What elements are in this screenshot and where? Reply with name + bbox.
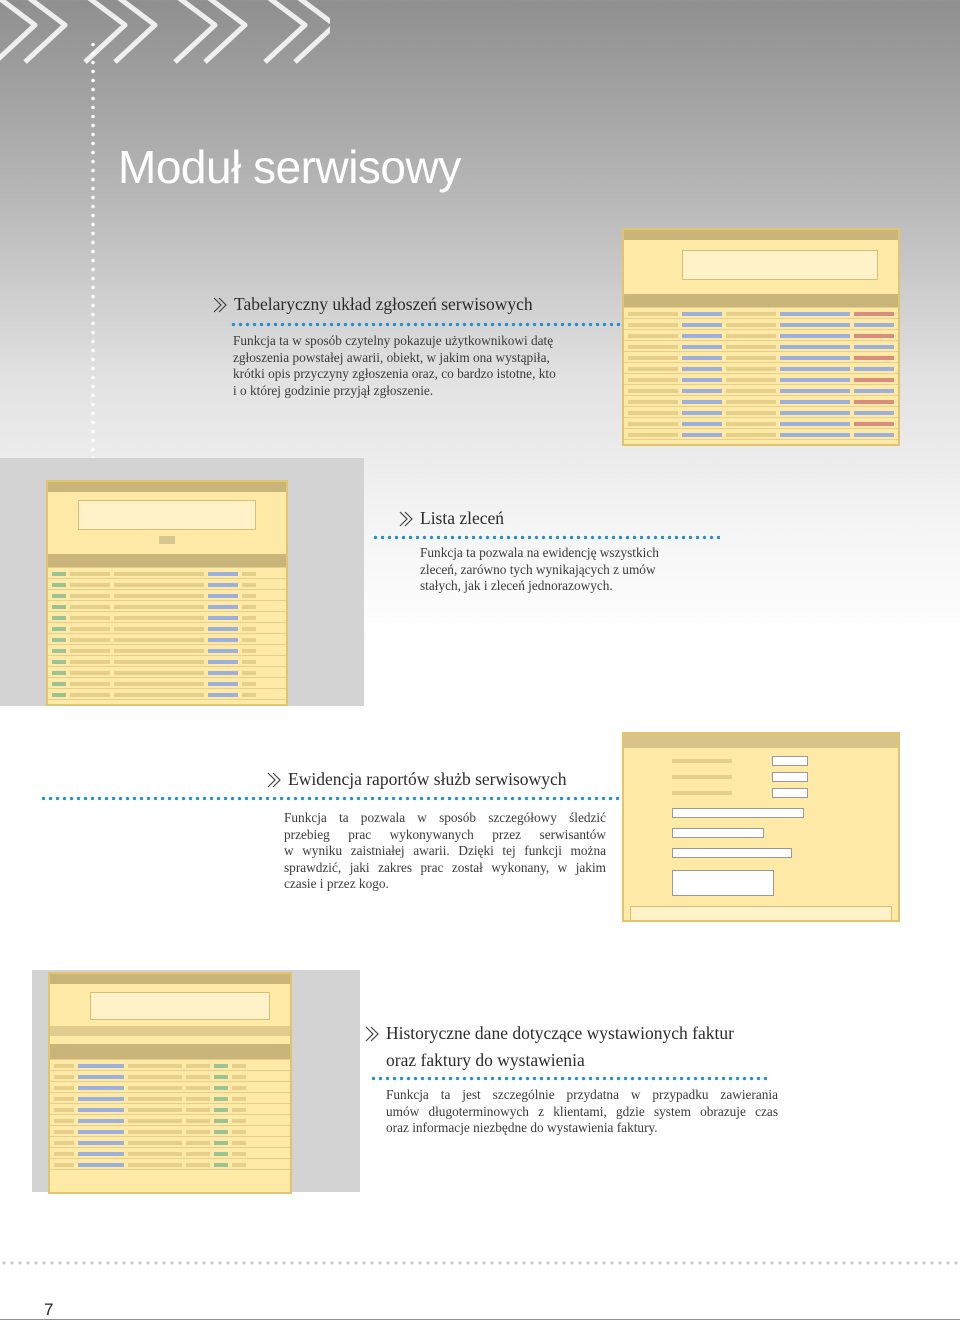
body-line: w wyniku zaistniałej awarii. Dzięki tej funkcji można bbox=[284, 843, 606, 859]
double-chevron-icon bbox=[364, 1025, 380, 1043]
section-heading-text: Ewidencja raportów służb serwisowych bbox=[288, 769, 567, 789]
body-line: sprawdzić, jaki zakres prac został wykonany, w jakim bbox=[284, 859, 606, 875]
panel-header bbox=[624, 734, 898, 748]
section-heading-text: Tabelaryczny układ zgłoszeń serwisowych bbox=[234, 294, 533, 314]
body-line: oraz informacje niezbędne do wystawienia faktury. bbox=[386, 1120, 658, 1136]
panel-table-rows bbox=[50, 1060, 290, 1170]
page-title: Moduł serwisowy bbox=[118, 141, 461, 193]
body-line: krótki opis przyczyny zgłoszenia oraz, co bardzo istotne, kto bbox=[233, 366, 556, 382]
panel-filter-box bbox=[682, 250, 878, 280]
section-body bbox=[233, 333, 613, 399]
section-heading bbox=[212, 294, 620, 315]
screenshot-service-table bbox=[622, 228, 900, 446]
panel-filter-box bbox=[90, 992, 270, 1020]
section-service-reports bbox=[266, 769, 626, 790]
screenshot-service-reports bbox=[622, 732, 900, 922]
section-heading-line2 bbox=[364, 1050, 784, 1071]
screenshot-invoices bbox=[48, 972, 292, 1194]
section-heading bbox=[398, 508, 728, 529]
dotted-divider bbox=[40, 796, 620, 801]
panel-header bbox=[50, 974, 290, 984]
panel-table-rows bbox=[48, 568, 286, 700]
panel-table-header bbox=[48, 554, 286, 568]
body-line: stałych, jak i zleceń jednorazowych. bbox=[420, 578, 613, 594]
double-chevron-icon bbox=[398, 510, 414, 528]
section-invoices bbox=[364, 1023, 784, 1071]
body-line: Funkcja ta pozwala w sposób szczegółowy śledzić bbox=[284, 810, 606, 825]
panel-filter-box bbox=[78, 500, 256, 530]
section-body bbox=[284, 810, 606, 893]
section-orders-list bbox=[398, 508, 728, 529]
body-line: Funkcja ta jest szczególnie przydatna w przypadku zawierania bbox=[386, 1087, 778, 1102]
dotted-divider bbox=[230, 322, 622, 327]
panel-table bbox=[630, 906, 892, 922]
section-body bbox=[420, 545, 740, 595]
body-line: umów długoterminowych z klientami, gdzie system obrazuje czas bbox=[386, 1103, 778, 1119]
panel-table-header bbox=[624, 294, 898, 308]
vertical-dotted-line bbox=[90, 40, 96, 470]
dotted-divider bbox=[372, 535, 720, 540]
panel-table-header bbox=[50, 1044, 290, 1060]
section-heading-text: oraz faktury do wystawienia bbox=[386, 1050, 585, 1070]
panel-subheader bbox=[50, 1026, 290, 1036]
section-heading-text: Historyczne dane dotyczące wystawionych faktur bbox=[386, 1023, 734, 1043]
body-line: zleceń, zarówno tych wynikających z umów bbox=[420, 561, 656, 577]
panel-header bbox=[624, 230, 898, 240]
body-line: Funkcja ta pozwala na ewidencję wszystkich bbox=[420, 545, 659, 560]
panel-table-rows bbox=[624, 308, 898, 440]
double-chevron-icon bbox=[266, 771, 282, 789]
page-number: 7 bbox=[44, 1300, 54, 1319]
double-chevron-icon bbox=[212, 296, 228, 314]
body-line: i o której godzinie przyjął zgłoszenie. bbox=[233, 382, 434, 398]
section-heading-text: Lista zleceń bbox=[420, 508, 505, 528]
panel-button bbox=[159, 536, 175, 544]
dotted-divider bbox=[370, 1076, 770, 1081]
panel-header bbox=[48, 482, 286, 492]
bottom-dotted-line bbox=[0, 1260, 960, 1266]
body-line: zgłoszenia powstałej awarii, obiekt, w jakim ona wystąpiła, bbox=[233, 349, 550, 365]
screenshot-orders-list bbox=[46, 480, 288, 706]
section-service-requests bbox=[212, 294, 620, 315]
body-line: przebieg prac wykonywanych przez serwisantów bbox=[284, 826, 606, 842]
body-line: Funkcja ta w sposób czytelny pokazuje użytkownikowi datę bbox=[233, 333, 554, 348]
large-chevrons-icon bbox=[0, 0, 330, 70]
panel-form bbox=[624, 748, 898, 896]
section-heading bbox=[266, 769, 626, 790]
body-line: czasie i przez kogo. bbox=[284, 876, 389, 892]
section-heading bbox=[364, 1023, 784, 1044]
section-body bbox=[386, 1087, 778, 1137]
